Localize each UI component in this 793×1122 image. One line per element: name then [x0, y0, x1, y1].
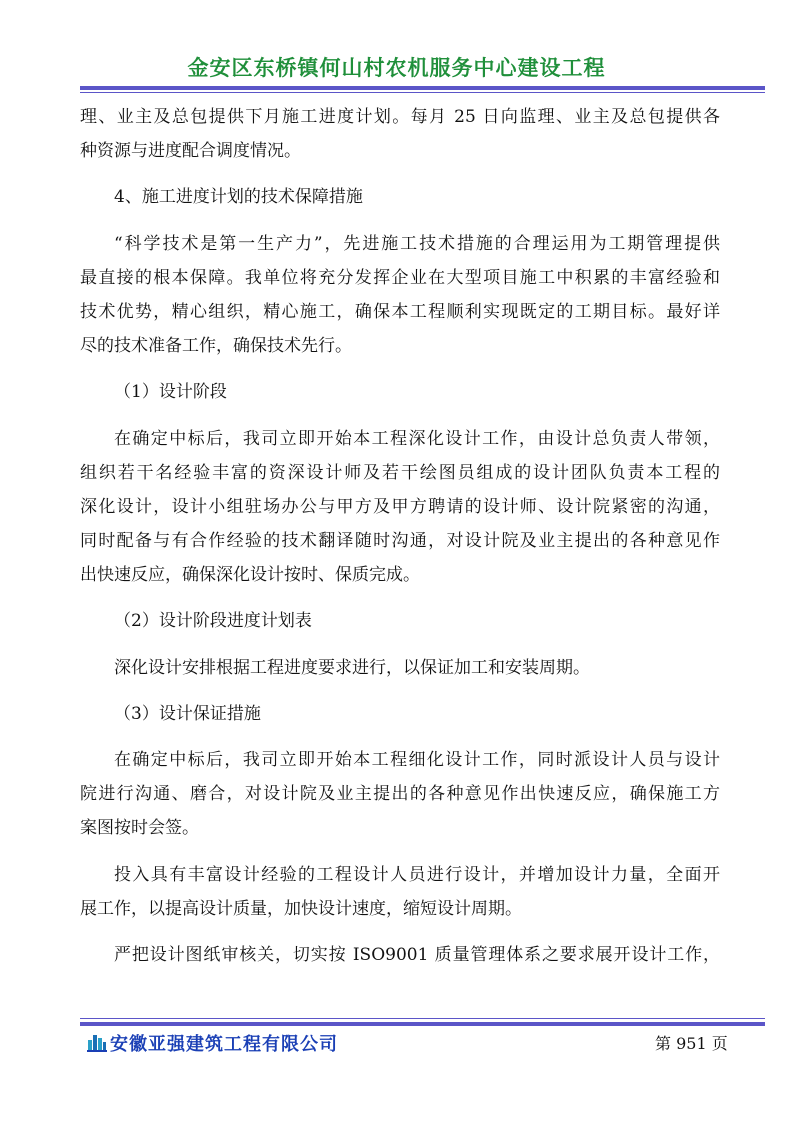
body-line: 种资源与进度配合调度情况。 — [80, 141, 301, 162]
body-line: 尽的技术准备工作，确保技术先行。 — [80, 336, 352, 357]
body-line: 组织若干名经验丰富的资深设计师及若干绘图员组成的设计团队负责本工程的 — [80, 462, 720, 483]
body-line: 深化设计安排根据工程进度要求进行，以保证加工和安装周期。 — [114, 657, 590, 678]
footer-company: 安徽亚强建筑工程有限公司 — [110, 1034, 338, 1055]
body-line: 理、业主及总包提供下月施工进度计划。每月 25 日向监理、业主及总包提供各 — [80, 107, 720, 127]
body-line: 展工作，以提高设计质量，加快设计速度，缩短设计周期。 — [80, 898, 522, 919]
body-line: 同时配备与有合作经验的技术翻译随时沟通，对设计院及业主提出的各种意见作 — [80, 531, 720, 552]
footer-rule-thin — [80, 1018, 765, 1019]
building-logo-icon — [87, 1032, 107, 1052]
body-line: 在确定中标后，我司立即开始本工程细化设计工作，同时派设计人员与设计 — [114, 750, 720, 770]
header-rule-thin — [80, 92, 765, 93]
footer-rule-thick — [80, 1022, 765, 1026]
body-line: 院进行沟通、磨合，对设计院及业主提出的各种意见作出快速反应，确保施工方 — [80, 784, 720, 805]
subsection-heading: （1）设计阶段 — [114, 382, 227, 403]
body-text — [80, 100, 720, 972]
body-line: 案图按时会签。 — [80, 818, 199, 839]
body-line: 在确定中标后，我司立即开始本工程深化设计工作，由设计总负责人带领， — [114, 428, 720, 449]
header-rule-thick — [80, 86, 765, 90]
body-line: 出快速反应，确保深化设计按时、保质完成。 — [80, 565, 420, 586]
body-line: 深化设计，设计小组驻场办公与甲方及甲方聘请的设计师、设计院紧密的沟通， — [80, 496, 720, 517]
header-title: 金安区东桥镇何山村农机服务中心建设工程 — [187, 55, 606, 80]
body-line: 投入具有丰富设计经验的工程设计人员进行设计，并增加设计力量，全面开 — [114, 864, 720, 885]
section-heading: 4、施工进度计划的技术保障措施 — [114, 187, 363, 208]
body-line: 技术优势，精心组织，精心施工，确保本工程顺利实现既定的工期目标。最好详 — [80, 301, 720, 322]
page-number: 第 951 页 — [655, 1034, 728, 1053]
body-line: 最直接的根本保障。我单位将充分发挥企业在大型项目施工中积累的丰富经验和 — [80, 267, 720, 288]
subsection-heading: （3）设计保证措施 — [114, 703, 261, 724]
body-line: “科学技术是第一生产力”，先进施工技术措施的合理运用为工期管理提供 — [114, 233, 720, 254]
subsection-heading: （2）设计阶段进度计划表 — [114, 611, 312, 632]
body-line: 严把设计图纸审核关，切实按 ISO9001 质量管理体系之要求展开设计工作， — [114, 944, 720, 965]
